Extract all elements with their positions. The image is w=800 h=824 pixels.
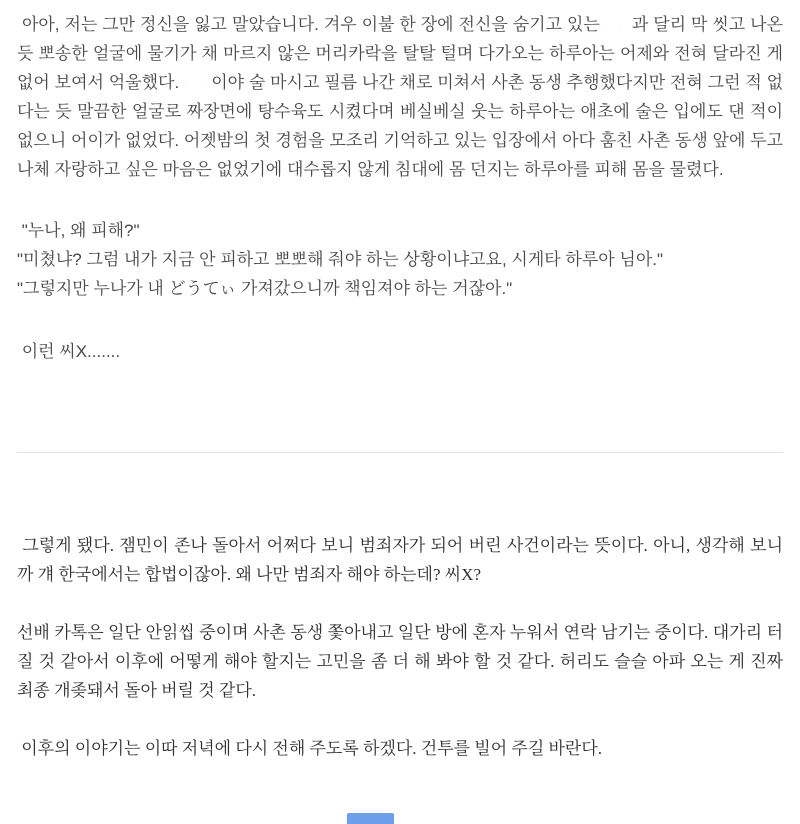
bottom-cropped-blue-element [347, 813, 394, 824]
commentary-paragraph: 그렇게 됐다. 잼민이 존나 돌아서 어쩌다 보니 범죄자가 되어 버린 사건이라는 뜻이다. 아니, 생각해 보니까 걔 한국에서는 합법이잖아. 왜 나만 범죄자 해야 하는데? 씨X? [17, 536, 783, 584]
redacted-name-placeholder: · · [183, 80, 207, 88]
commentary-paragraph: 이후의 이야기는 이따 저녁에 다시 전해 주도록 하겠다. 건투를 빌어 주길 바란다. [17, 739, 603, 758]
narration-text-1: 아아, 저는 그만 정신을 잃고 말았습니다. 겨우 이불 한 장에 전신을 숨기고 있는 [17, 15, 600, 34]
narration-paragraph [17, 10, 783, 184]
commentary-paragraph: 선배 카톡은 일단 안읽씹 중이며 사촌 동생 쫓아내고 일단 방에 혼자 누워서 연락 남기는 중이다. 대가리 터질 것 같아서 이후에 어떻게 해야 할지는 고민을 좀 더 해 봐야 할 것 같다. 허리도 슬슬 아파 오는 게 진짜 최종 개좆돼서 돌아 버릴 것 같다. [17, 623, 783, 700]
curse-line: 이런 씨X....... [17, 342, 121, 361]
dialogue-block [17, 216, 783, 303]
dialogue-line: "누나, 왜 피해?" [17, 221, 140, 240]
section-divider [17, 452, 783, 453]
narration-text-2: 과 달리 막 씻고 나온 듯 뽀송한 얼굴에 물기가 채 마르지 않은 머리카락을 탈탈 털며 다가오는 하루아는 어제와 전혀 달라진 게 없어 보여서 억울했다. [17, 15, 783, 92]
dialogue-line: "그렇지만 누나가 내 どうてぃ 가져갔으니까 책임져야 하는 거잖아." [17, 279, 513, 298]
redacted-name-placeholder: · · [604, 22, 628, 30]
narration-text-3: 이야 술 마시고 필름 나간 채로 미쳐서 사촌 동생 추행했다지만 전혀 그런 적 없다는 듯 말끔한 얼굴로 짜장면에 탕수육도 시켰다며 베실베실 웃는 하루아는 애초에 술은 입에도 댄 적이 없으니 어이가 없었다. 어젯밤의 첫 경험을 모조리 기억하고 있는 입장에서 아다 훔친 사촌 동생 앞에 두고 나체 자랑하고 싶은 마음은 없었기에 대수롭지 않게 침대에 몸 던지는 하루아를 피해 몸을 물렸다. [17, 73, 784, 179]
author-commentary-section [17, 531, 783, 763]
narration-section [17, 10, 783, 366]
dialogue-line: "미쳤냐? 그럼 내가 지금 안 피하고 뽀뽀해 줘야 하는 상황이냐고요, 시게타 하루아 님아." [17, 250, 663, 269]
